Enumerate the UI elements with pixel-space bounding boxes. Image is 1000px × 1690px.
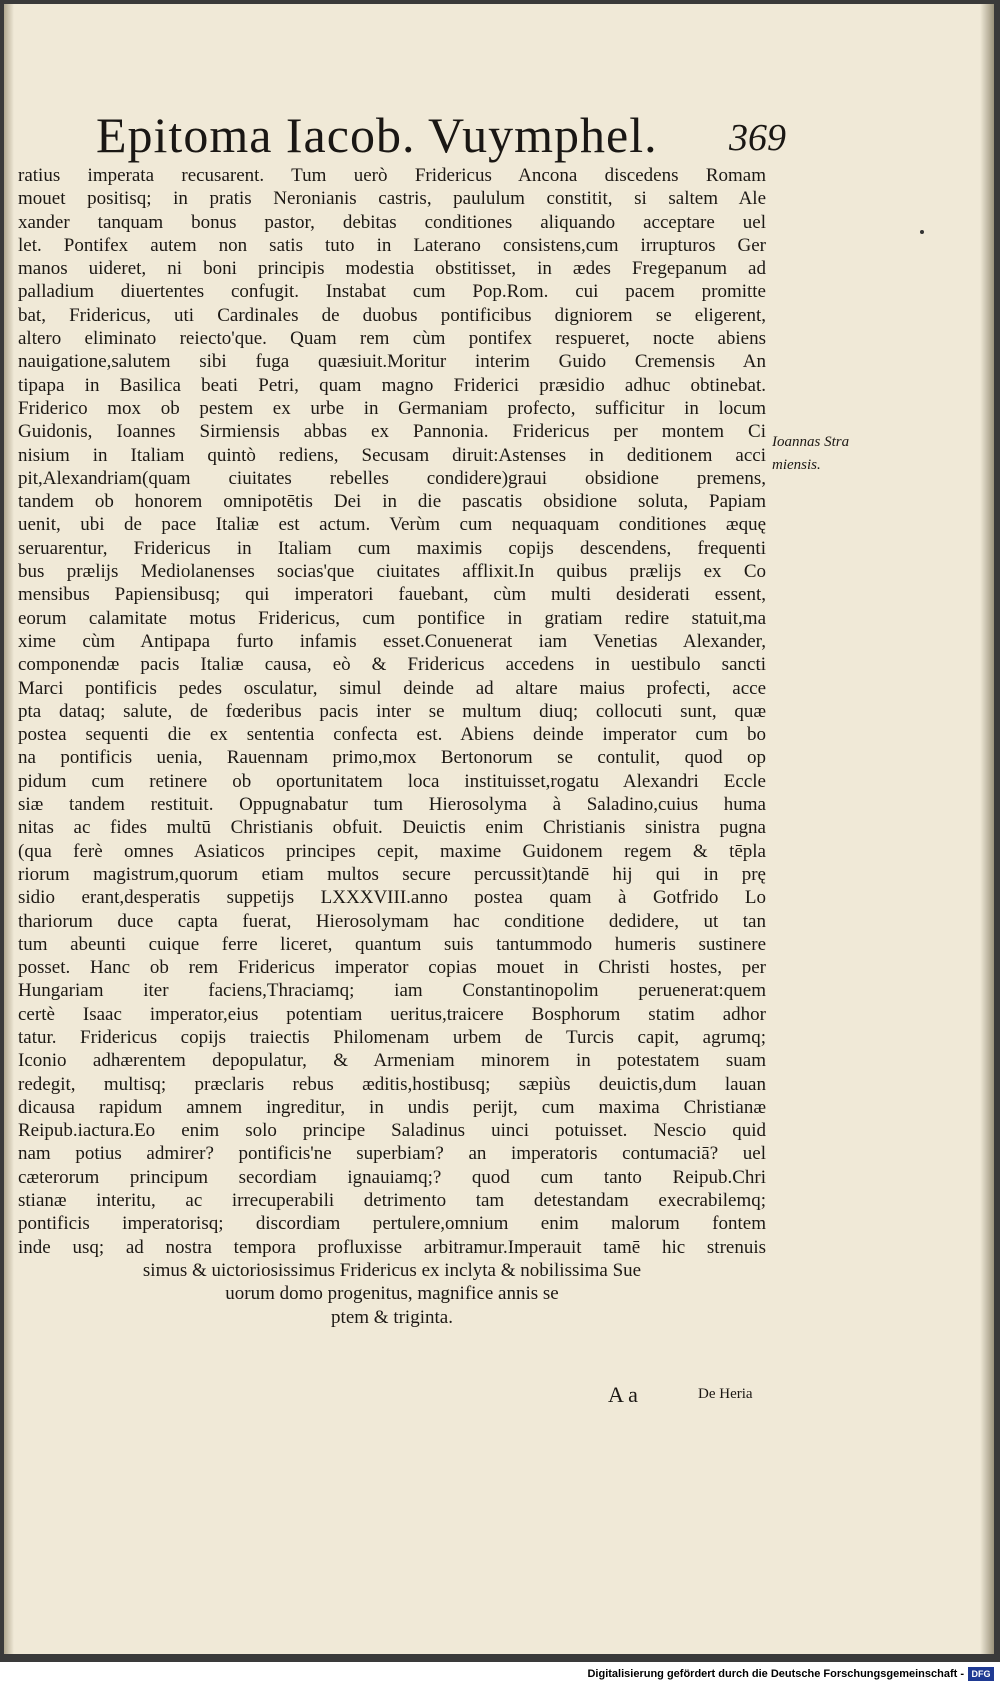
text-line: uorum domo progenitus, magnifice annis se — [225, 1283, 559, 1305]
text-line: tipapa in Basilica beati Petri, quam magno Friderici præsidio adhuc obtinebat. — [18, 374, 766, 396]
catchword: De Heria — [698, 1386, 753, 1402]
margin-mark — [920, 230, 924, 234]
text-line: simus & uictoriosissimus Fridericus ex inclyta & nobilissima Sue — [142, 1259, 642, 1281]
text-line: na pontificis uenia, Rauennam primo,mox Bertonorum se contulit, quod op — [18, 747, 766, 769]
text-line: Hungariam iter faciens,Thraciamq; iam Constantinopolim peruenerat:quem — [18, 980, 766, 1002]
text-line: Iconio adhærentem depopulatur, & Armeniam minorem in potestatem suam — [18, 1050, 766, 1072]
text-line: xime cùm Antipapa furto infamis esset.Conuenerat iam Venetias Alexander, — [18, 630, 766, 652]
text-line: altero eliminato reiecto'que. Quam rem cùm pontifex respueret, nocte abiens — [18, 328, 766, 350]
funding-notice: Digitalisierung gefördert durch die Deutsche Forschungsgemeinschaft - — [587, 1668, 964, 1680]
text-line: Guidonis, Ioannes Sirmiensis abbas ex Pannonia. Fridericus per montem Ci — [18, 421, 766, 443]
text-line: Friderico mox ob pestem ex urbe in Germaniam profecto, sufficitur in locum — [18, 397, 766, 419]
text-line: xander tanquam bonus pastor, debitas conditiones aliquando acceptare uel — [18, 211, 766, 233]
text-line: seruarentur, Fridericus in Italiam cum maximis copijs descendens, frequenti — [18, 537, 766, 559]
text-line: manos uideret, ni boni principis modestia obstitisset, in ædes Fregepanum ad — [18, 258, 766, 280]
margin-note-line: miensis. — [772, 457, 821, 473]
text-line: bat, Fridericus, uti Cardinales de duobus pontificibus digniorem se eligerent, — [18, 304, 766, 326]
text-line: pta dataq; salute, de fœderibus pacis inter se multum diuq; collocuti sunt, quæ — [18, 700, 766, 722]
margin-note — [772, 431, 872, 477]
text-line: tum abeunti cuique ferre liceret, quantum suis tantummodo humeris sustinere — [18, 933, 766, 955]
text-line: riorum magistrum,quorum etiam multos secure percussit)tandē hij qui in prę — [18, 863, 766, 885]
text-line: siæ tandem restituit. Oppugnabatur tum Hierosolyma à Saladino,cuius huma — [18, 794, 766, 816]
body-text — [18, 164, 766, 1329]
text-line: tandem ob honorem omnipotētis Dei in die pascatis obsidione soluta, Papiam — [18, 491, 766, 513]
text-line: let. Pontifex autem non satis tuto in Laterano consistens,cum irrupturos Ger — [18, 234, 766, 256]
text-line: mensibus Papiensibusq; qui imperatori fauebant, cùm multi desiderati essent, — [18, 584, 766, 606]
text-line: certè Isaac imperator,eius potentiam ueritus,traicere Bosphorum statim adhor — [18, 1003, 766, 1025]
page-edge-shadow — [980, 4, 994, 1654]
text-line: Marci pontificis pedes osculatur, simul deinde ad altare maius profecti, acce — [18, 677, 766, 699]
text-line: nam potius admirer? pontificis'ne superbiam? an imperatoris contumaciā? uel — [18, 1143, 766, 1165]
dfg-logo: DFG — [968, 1667, 994, 1681]
text-line: pit,Alexandriam(quam ciuitates rebelles condidere)graui obsidione premens, — [18, 467, 766, 489]
text-line: (qua ferè omnes Asiaticos principes cepit, maxime Guidonem regem & tēpla — [18, 840, 766, 862]
text-line: Reipub.iactura.Eo enim solo principe Saladinus uinci potuisset. Nescio quid — [18, 1120, 766, 1142]
text-line: dicausa rapidum amnem ingreditur, in undis perijt, cum maxima Christianæ — [18, 1096, 766, 1118]
page-title: Epitoma Iacob. Vuymphel. — [96, 107, 658, 163]
text-line: uenit, ubi de pace Italiæ est actum. Verùm cum nequaquam conditiones æquę — [18, 514, 766, 536]
text-line: mouet positisq; in pratis Neronianis castris, paululum constitit, si saltem Ale — [18, 188, 766, 210]
text-line: palladium diuertentes confugit. Instabat cum Pop.Rom. cui pacem promitte — [18, 281, 766, 303]
text-line: pontificis imperatorisq; discordiam pertulere,omnium enim malorum fontem — [18, 1213, 766, 1235]
text-line: bus prælijs Mediolanenses socias'que ciuitates afflixit.In quibus prælijs ex Co — [18, 561, 766, 583]
text-line: posset. Hanc ob rem Fridericus imperator copias mouet in Christi hostes, per — [18, 957, 766, 979]
text-line: nauigatione,salutem sibi fuga quæsiuit.Moritur interim Guido Cremensis An — [18, 351, 766, 373]
text-line: cæterorum principum secordiam ignauiamq;? quod cum tanto Reipub.Chri — [18, 1166, 766, 1188]
running-head — [96, 104, 786, 166]
text-line: nisium in Italiam quintò rediens, Secusam diruit:Astenses in deditionem acci — [18, 444, 766, 466]
text-line: pidum cum retinere ob oportunitatem loca instituisset,rogatu Alexandri Eccle — [18, 770, 766, 792]
signature-mark: A a — [608, 1382, 638, 1407]
page-number: 369 — [729, 117, 786, 159]
text-line: componendæ pacis Italiæ causa, eò & Fridericus accedens in uestibulo sancti — [18, 654, 766, 676]
text-line: nitas ac fides multū Christianis obfuit. Deuictis enim Christianis sinistra pugna — [18, 817, 766, 839]
text-line: ratius imperata recusarent. Tum uerò Fridericus Ancona discedens Romam — [18, 165, 766, 186]
gutter-shadow — [4, 4, 14, 1654]
text-line: sidio erant,desperatis suppetijs LXXXVIII.anno postea quam à Gotfrido Lo — [18, 887, 766, 909]
text-line: inde usq; ad nostra tempora profluxisse arbitramur.Imperauit tamē hic strenuis — [18, 1236, 766, 1258]
text-line: eorum calamitate motus Fridericus, cum pontifice in gratiam redire statuit,ma — [18, 607, 766, 629]
book-page — [4, 4, 994, 1654]
text-line: stianæ interitu, ac irrecuperabili detrimento tam detestandam execrabilemq; — [18, 1190, 766, 1212]
text-line: postea sequenti die ex sententia confecta est. Abiens deinde imperator cum bo — [18, 724, 766, 746]
text-line: redegit, multisq; præclaris rebus æditis,hostibusq; sæpiùs deuictis,dum lauan — [18, 1073, 766, 1095]
text-line: ptem & triginta. — [331, 1306, 453, 1328]
text-line: thariorum duce capta fuerat, Hierosolymam hac conditione dedidere, ut tan — [18, 910, 766, 932]
footer-bar — [0, 1662, 1000, 1690]
text-line: tatur. Fridericus copijs traiectis Philomenam urbem de Turcis capit, agrumq; — [18, 1026, 766, 1048]
margin-note-line: Ioannas Stra — [772, 434, 850, 450]
